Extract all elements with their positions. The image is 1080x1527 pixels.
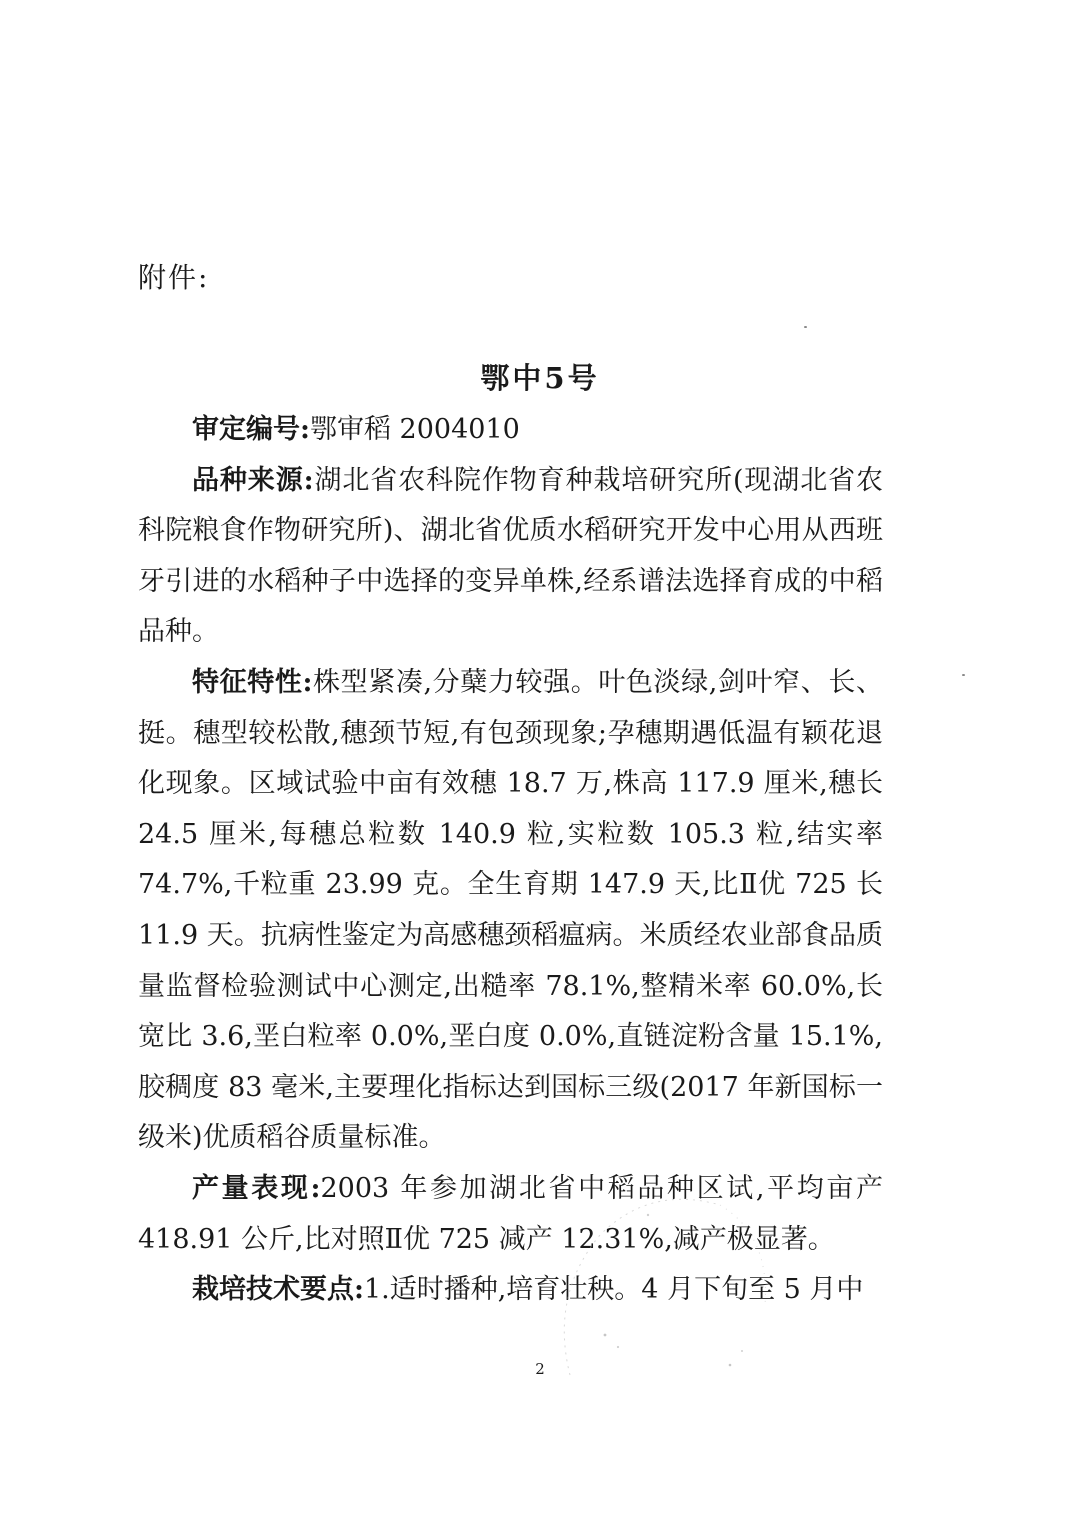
section-label: 审定编号: [192,414,310,445]
document-title: 鄂中5号 [480,361,600,395]
section-yield [138,1164,883,1265]
section-text: 1.适时播种,培育壮秧。4 月下旬至 5 月中 [363,1274,864,1306]
attachment-label: 附件: [138,261,210,294]
section-variety-source [138,456,883,658]
section-label: 品种来源: [192,464,314,496]
section-label: 产量表现: [192,1172,321,1204]
scan-speck [962,674,965,676]
document-body [138,405,883,1316]
section-label: 特征特性: [192,666,313,698]
scan-speck [804,326,807,328]
section-characteristics [138,658,883,1164]
section-cultivation [138,1265,883,1316]
page-number: 2 [535,1360,545,1378]
section-label: 栽培技术要点: [192,1274,364,1306]
section-text: 2003 年参加湖北省中稻品种区试,平均亩产 418.91 公斤,比对照Ⅱ优 725 减产 12.31%,减产极显著。 [138,1172,883,1255]
section-text: 湖北省农科院作物育种栽培研究所(现湖北省农科院粮食作物研究所)、湖北省优质水稻研究开发中心用从西班牙引进的水稻种子中选择的变异单株,经系谱法选择育成的中稻品种。 [138,464,883,648]
section-approval-number [138,405,883,456]
section-text: 鄂审稻 2004010 [309,414,520,445]
section-text: 株型紧凑,分蘖力较强。叶色淡绿,剑叶窄、长、挺。穗型较松散,穗颈节短,有包颈现象;孕穗期遇低温有颖花退化现象。区域试验中亩有效穗 18.7 万,株高 117.9 厘米,穗长 24.5 厘米,每穗总粒数 140.9 粒,实粒数 105.3 粒,结实率 74.7%,千粒重 23.99 克。全生育期 147.9 天,比Ⅱ优 725 长 11.9 天。抗病性鉴定为高感穗颈稻瘟病。米质经农业部食品质量监督检验测试中心测定,出糙率 78.1%,整精米率 60.0%,长宽比 3.6,垩白粒率 0.0%,垩白度 0.0%,直链淀粉含量 15.1%,胶稠度 83 毫米,主要理化指标达到国标三级(2017 年新国标一级米)优质稻谷质量标准。 [138,666,884,1154]
